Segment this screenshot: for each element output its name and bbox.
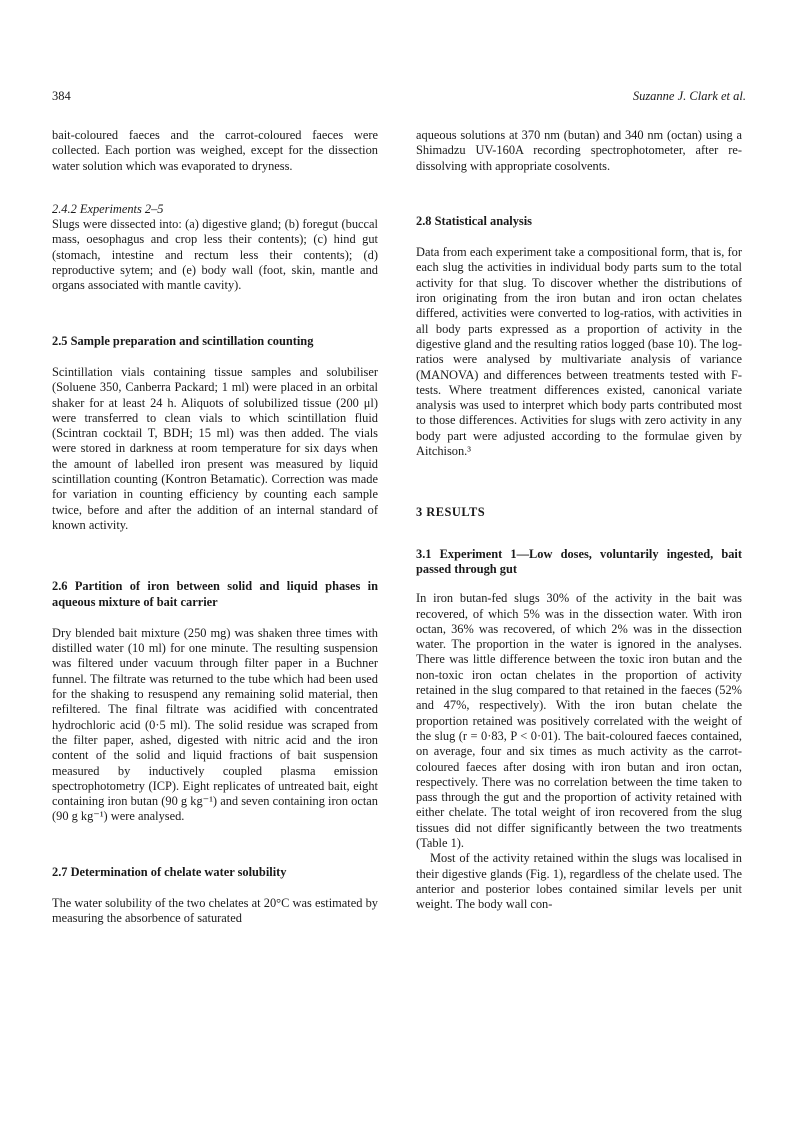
section-3-heading: 3 RESULTS	[416, 505, 486, 520]
section-2-7-body: The water solubility of the two chelates at 20°C was estimated by measuring the absorbence of saturated	[52, 895, 378, 926]
section-3-1-heading: 3.1 Experiment 1—Low doses, voluntarily ingested, bait passed through gut	[416, 546, 742, 576]
page-number: 384	[52, 89, 71, 103]
section-3-1-body: In iron butan-fed slugs 30% of the activity in the bait was recovered, of which 5% was in the dissection water. With iron octan, 36% was recovered, of which 2% was in the dissection water. The proportion in the water is ignored in the analyses. There was little difference between the toxic iron butan and the non-toxic iron octan chelates in the proportion of activity retained in the slug compared to that retained in the faeces (52% and 47%, respectively). With the iron butan chelate the proportion retained was positively correlated with the weight of the slug (r = 0·83, P < 0·01). The bait-coloured faeces contained, on average, four and six times as much activity as the carrot-coloured faeces after dosing with iron butan and iron octan, respectively. There was no correlation between the time taken to pass through the gut and the proportion of activity retained with either chelate. The total weight of iron recovered from the slug tissues did not differ significantly between the two treatments (Table 1).	[416, 591, 742, 850]
section-2-8-heading: 2.8 Statistical analysis	[416, 213, 532, 228]
right-column	[416, 128, 742, 912]
section-2-5-heading: 2.5 Sample preparation and scintillation counting	[52, 333, 314, 348]
section-2-7-heading: 2.7 Determination of chelate water solubility	[52, 864, 287, 879]
section-3-1-body-continued: Most of the activity retained within the slugs was localised in their digestive glands (Fig. 1), regardless of the chelate used. The anterior and posterior lobes contained similar levels per unit weight. The body wall con-	[416, 851, 742, 912]
section-2-4-2-heading: 2.4.2 Experiments 2–5	[52, 201, 164, 216]
section-2-4-2-body: Slugs were dissected into: (a) digestive gland; (b) foregut (buccal mass, oesophagus and crop less their contents); (c) hind gut (stomach, intestine and rectum less their contents); (d) reproductive sytem; and (e) body wall (foot, skin, mantle and organs associated with mantle cavity).	[52, 217, 378, 293]
section-2-5-body: Scintillation vials containing tissue samples and solubiliser (Soluene 350, Canberra Packard; 1 ml) were placed in an orbital shaker for at least 24 h. Aliquots of solubilized tissue (200 μl) were transferred to clean vials to which scintillation fluid (Scintran cocktail T, BDH; 15 ml) was then added. The vials were stored in darkness at room temperature for six days when the amount of labelled iron present was measured by liquid scintillation counting (Kontron Betamatic). Correction was made for variation in counting efficiency by counting each sample twice, before and after the addition of an internal standard of known activity.	[52, 364, 378, 532]
running-title: Suzanne J. Clark et al.	[632, 89, 746, 103]
section-2-6-heading: 2.6 Partition of iron between solid and liquid phases in aqueous mixture of bait carrier	[52, 579, 378, 609]
left-column	[52, 128, 378, 927]
paragraph-continued: bait-coloured faeces and the carrot-coloured faeces were collected. Each portion was weighed, except for the dissection water solution which was evaporated to dryness.	[52, 128, 378, 173]
paragraph-continued-right: aqueous solutions at 370 nm (butan) and 340 nm (octan) using a Shimadzu UV-160A recording spectrophotometer, after re-dissolving with appropriate cosolvents.	[416, 128, 742, 173]
section-2-6-body: Dry blended bait mixture (250 mg) was shaken three times with distilled water (10 ml) for one minute. The resulting suspension was filtered under vacuum through filter paper in a Buchner funnel. The filtrate was returned to the tube which had been used for the shaking to resuspend any remaining solid material, then refiltered. The final filtrate was acidified with concentrated hydrochloric acid (0·5 ml). The solid residue was scraped from the filter paper, ashed, digested with nitric acid and the iron content of the solid and liquid fractions of bait suspension measured by inductively coupled plasma emission spectrophotometry (ICP). Eight replicates of untreated bait, eight containing iron butan (90 g kg⁻¹) and seven containing iron octan (90 g kg⁻¹) were analysed.	[52, 625, 378, 824]
section-2-8-body: Data from each experiment take a compositional form, that is, for each slug the activities in individual body parts sum to the total activity for that slug. To discover whether the distributions of iron originating from the iron butan and iron octan chelates differed, activities were converted to log-ratios, with activities in all body parts expressed as a proportion of activity in the digestive gland and the resulting ratios logged (base 10). The log-ratios were analysed by multivariate analysis of variance (MANOVA) and differences between treatments tested with F-tests. Where treatment differences existed, canonical variate analysis was used to interpret which body parts contributed most to those differences. Activities for slugs with zero activity in any body part were adjusted according to the formulae given by Aitchison.³	[416, 245, 742, 459]
